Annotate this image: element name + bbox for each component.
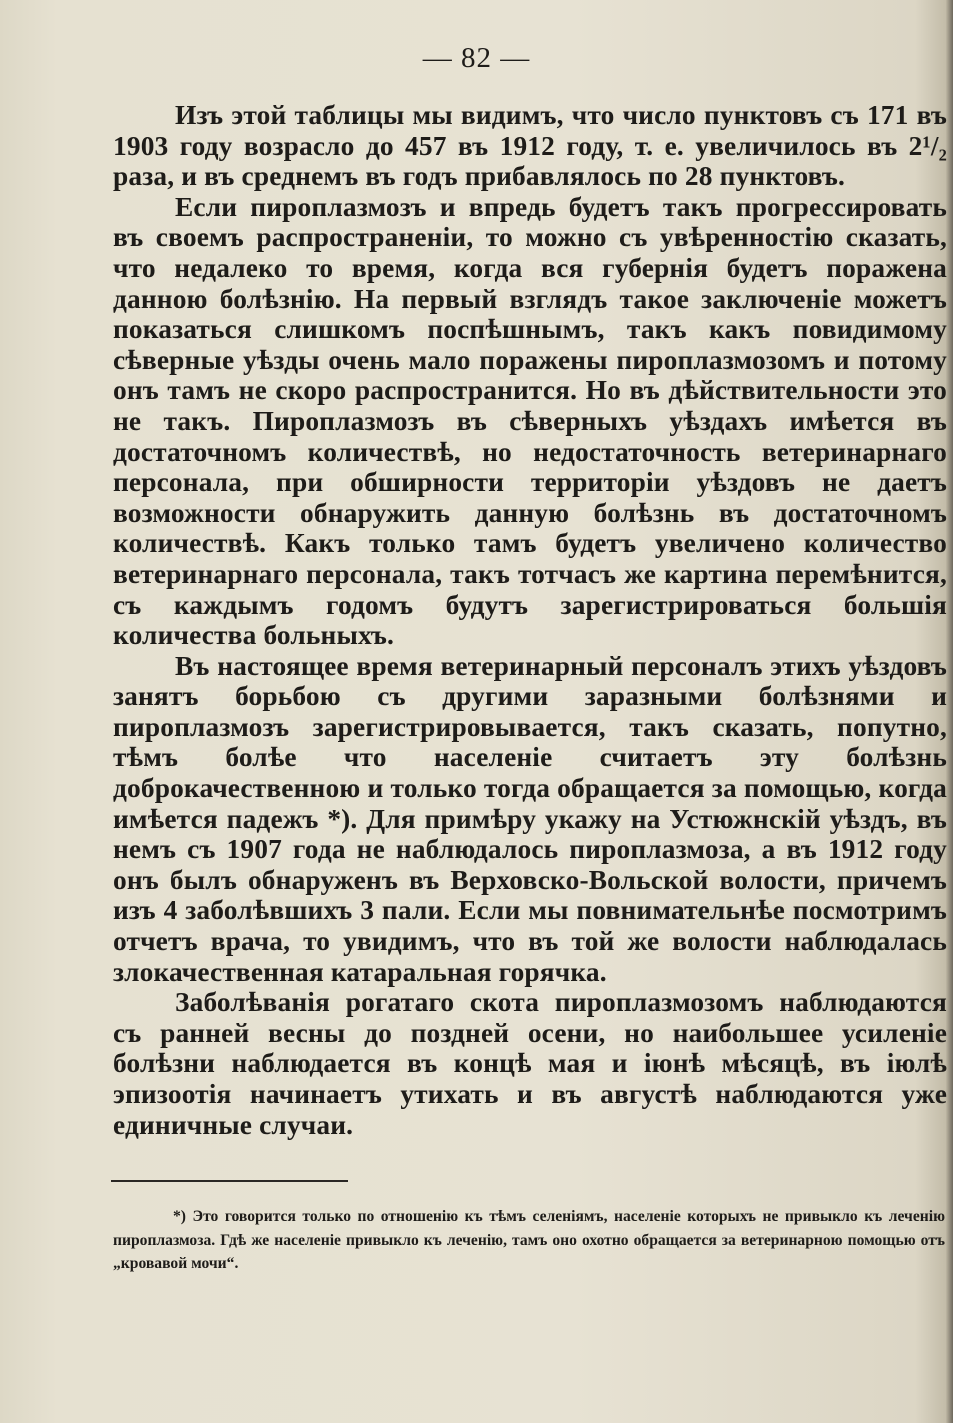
- paragraph-2: Если пироплазмозъ и впредь будетъ такъ прогрессировать въ своемъ распространеніи, то можно съ увѣренностію сказать, что недалеко то время, когда вся губернія будетъ поражена данною болѣзнію. На первый взглядъ такое заключеніе можетъ показаться слишкомъ поспѣшнымъ, такъ какъ повидимому сѣверные уѣзды очень мало поражены пироплазмозомъ и потому онъ тамъ не скоро распространится. Но въ дѣйствительности это не такъ. Пироплазмозъ въ сѣверныхъ уѣздахъ имѣется въ достаточномъ количествѣ, но недостаточность ветеринарнаго персонала, при обширности территоріи уѣздовъ не даетъ возможности обнаружить данную болѣзнь въ достаточномъ количествѣ. Какъ только тамъ будетъ увеличено количество ветеринарнаго персонала, такъ тотчасъ же картина перемѣнится, съ каждымъ годомъ будутъ зарегистрироваться большія количества больныхъ.: [113, 191, 947, 651]
- paragraph-1: Изъ этой таблицы мы видимъ, что число пунктовъ съ 171 въ 1903 году возрасло до 457 въ 1912 году, т. е. увеличилось въ 2¹/₂ раза, и въ среднемъ въ годъ прибавлялось по 28 пунктовъ.: [113, 100, 947, 192]
- paragraph-4: Заболѣванія рогатаго скота пироплазмозомъ наблюдаются съ ранней весны до поздней осени, но наибольшее усиленіе болѣзни наблюдается въ концѣ мая и іюнѣ мѣсяцѣ, въ іюлѣ эпизоотія начинаетъ утихать и въ августѣ наблюдаются уже единичные случаи.: [113, 987, 947, 1140]
- page-number: — 82 —: [422, 42, 531, 74]
- paragraph-3: Въ настоящее время ветеринарный персоналъ этихъ уѣздовъ занятъ борьбою съ другими заразными болѣзнями и пироплазмозъ зарегистрировывается, такъ сказать, попутно, тѣмъ болѣе что населеніе считаетъ эту болѣзнь доброкачественною и только тогда обращается за помощью, когда имѣется падежъ *). Для примѣру укажу на Устюжнскій уѣздъ, въ немъ съ 1907 года не наблюдалось пироплазмоза, а въ 1912 году онъ былъ обнаруженъ въ Верховско-Вольской волости, причемъ изъ 4 заболѣвшихъ 3 пали. Если мы повнимательнѣе посмотримъ отчетъ врача, то увидимъ, что въ той же волости наблюдалась злокачественная катаральная горячка.: [113, 650, 947, 987]
- footnote-text: *) Это говорится только по отношенію къ тѣмъ селеніямъ, населеніе которыхъ не привыкло къ леченію пироплазмоза. Гдѣ же населеніе привыкло къ леченію, тамъ оно охотно обращается за ветеринарною помощью отъ „кровавой мочи“.: [113, 1208, 945, 1272]
- main-text: [113, 100, 947, 1140]
- footnote: [113, 1205, 945, 1276]
- footnote-divider: [111, 1180, 348, 1182]
